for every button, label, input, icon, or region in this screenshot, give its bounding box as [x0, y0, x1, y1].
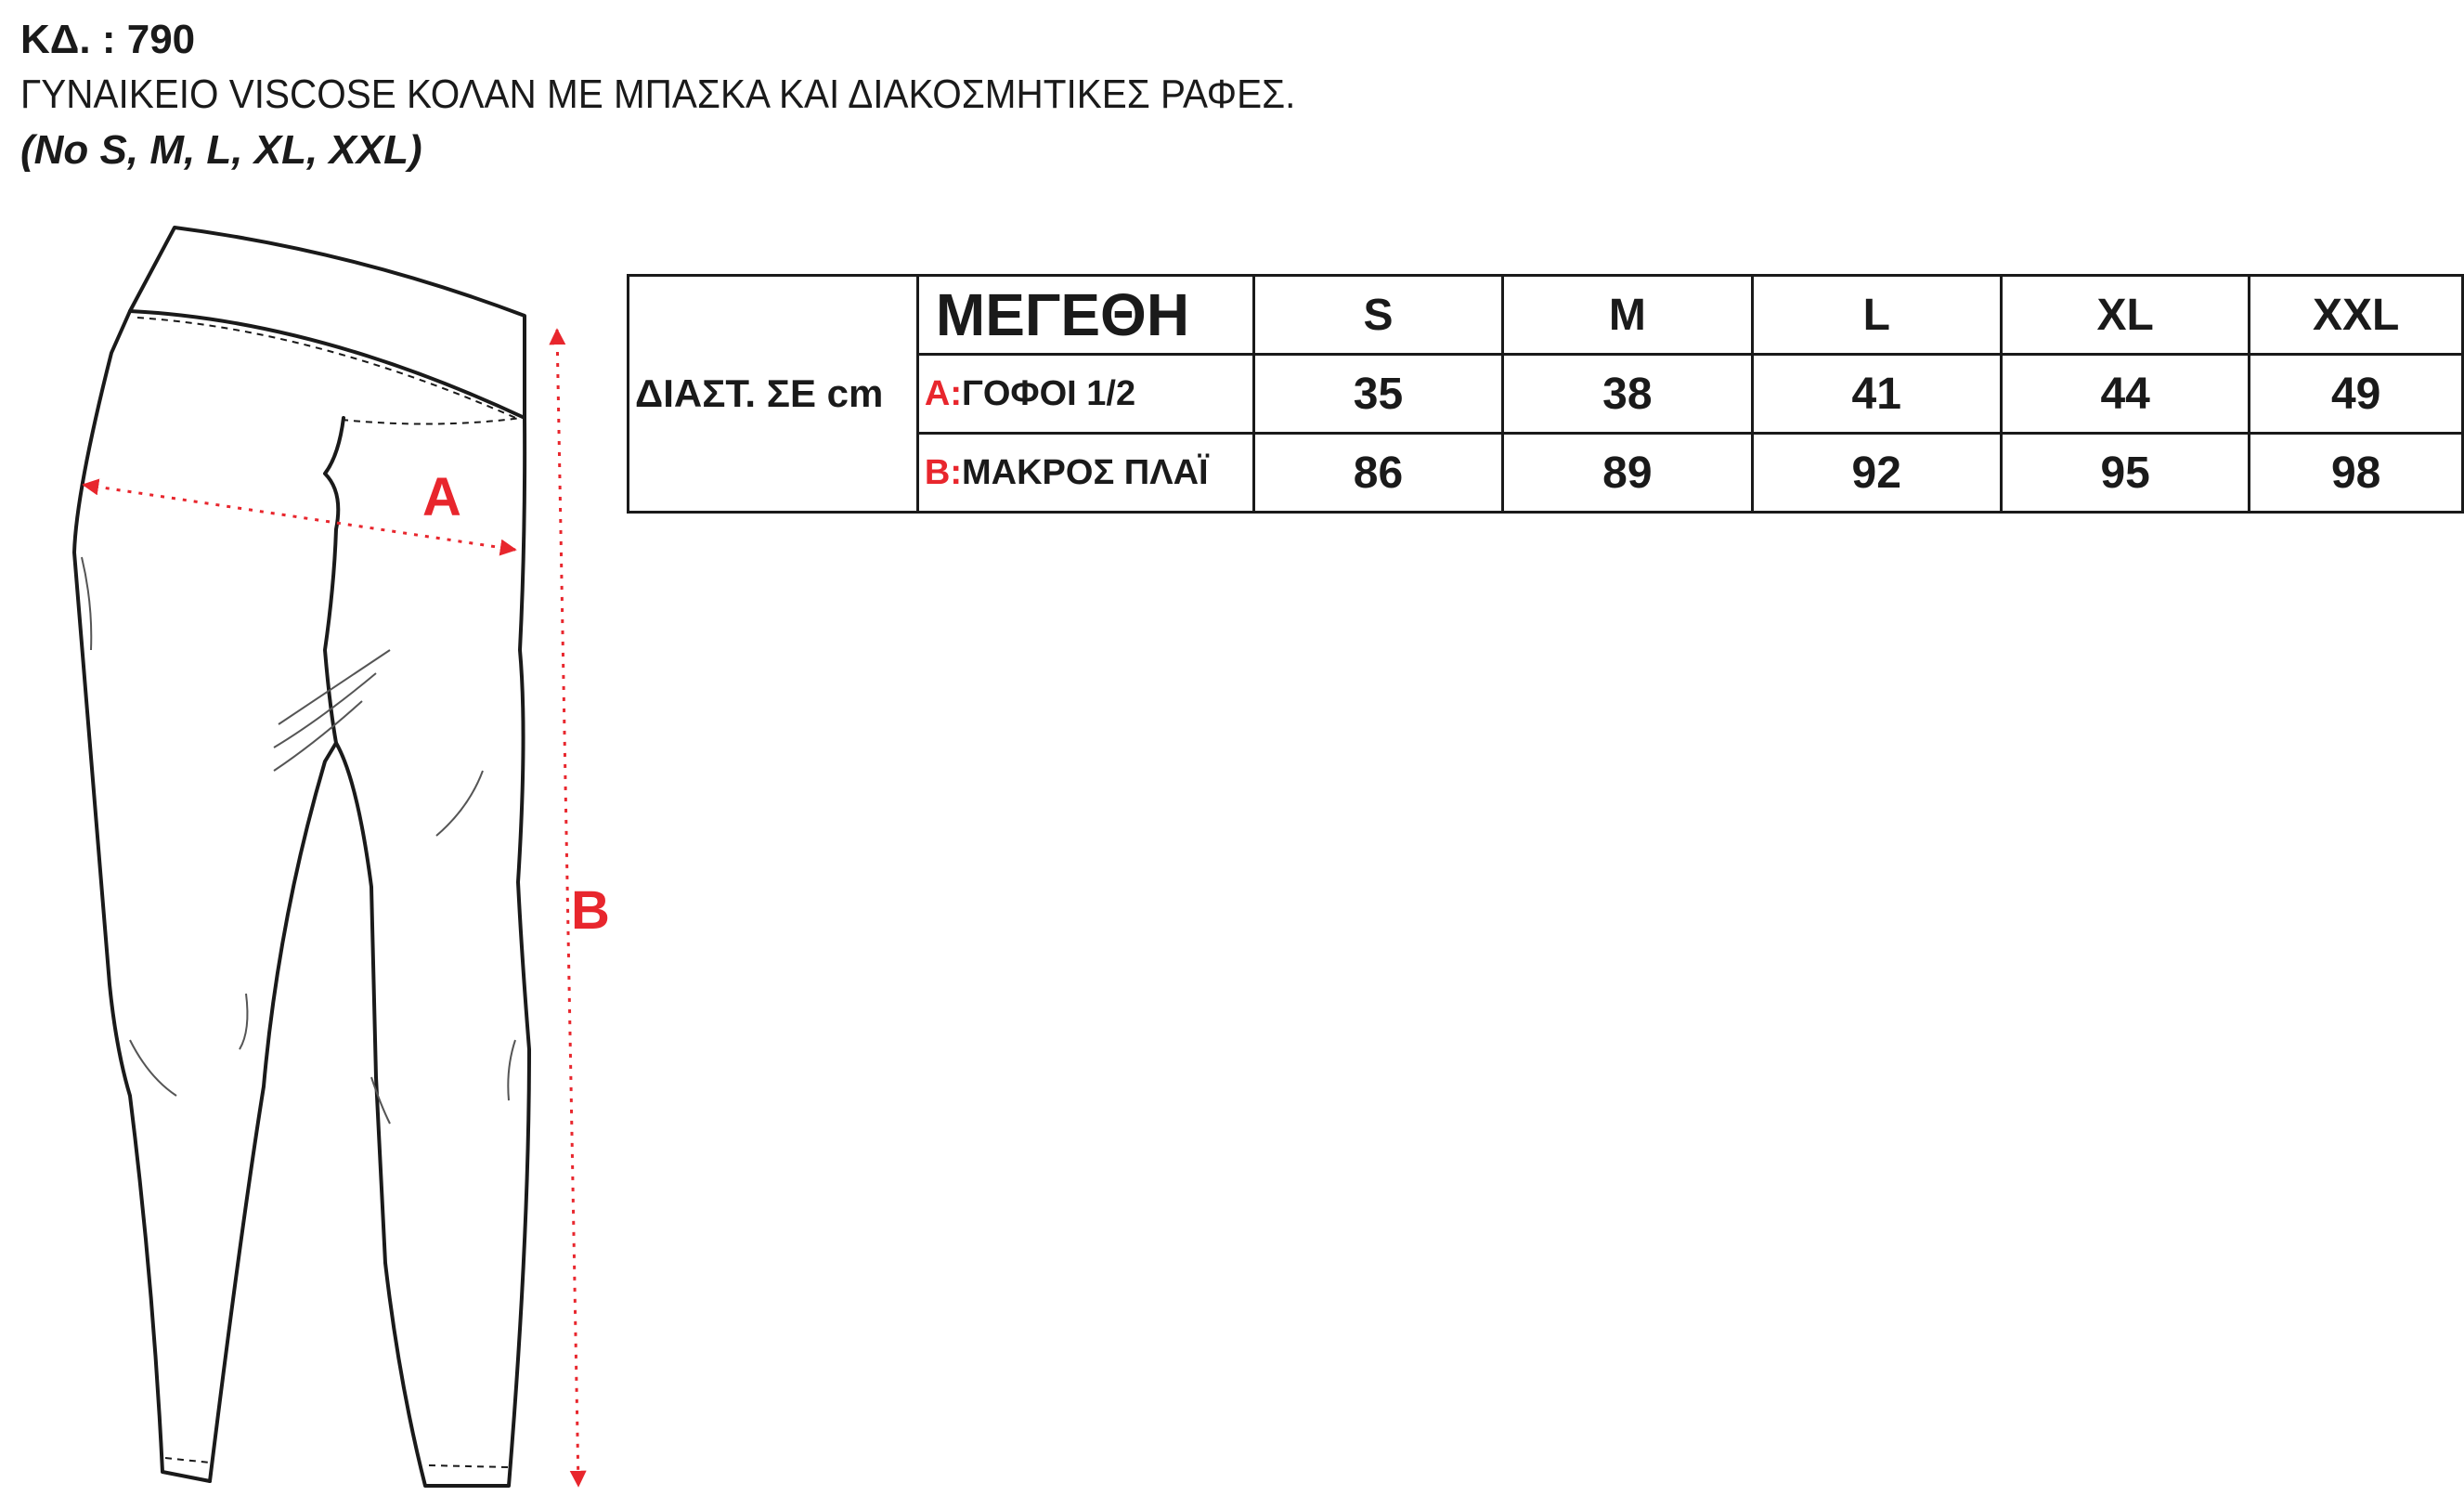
- drape-line-2: [274, 673, 376, 748]
- hip-seam-left: [82, 557, 91, 650]
- knee-seam-center: [240, 994, 247, 1049]
- value-cell: 38: [1503, 355, 1752, 434]
- waistband-stitch-bottom: [342, 418, 522, 424]
- row-label-hips: [917, 355, 1253, 434]
- size-chart-table: [627, 274, 2464, 514]
- leggings-drawing: [0, 214, 650, 1496]
- center-seam: [325, 418, 344, 743]
- size-header-xxl: XXL: [2250, 276, 2463, 355]
- value-cell: 44: [2001, 355, 2249, 434]
- stitch-lines: [137, 318, 522, 1467]
- sizes-heading: ΜΕΓΕΘΗ: [917, 276, 1253, 355]
- decorative-seams: [82, 557, 515, 1124]
- drape-line-4: [436, 771, 483, 836]
- knee-seam-left: [130, 1040, 176, 1096]
- value-cell: 95: [2001, 434, 2249, 513]
- product-code: ΚΔ. : 790: [20, 17, 196, 62]
- available-sizes-note: (No S, M, L, XL, XXL): [20, 127, 422, 173]
- value-cell: 86: [1253, 434, 1502, 513]
- size-header-s: S: [1253, 276, 1502, 355]
- value-cell: 41: [1752, 355, 2001, 434]
- knee-seam-far-right: [508, 1040, 515, 1100]
- inseam-outline: [210, 418, 529, 1486]
- row-letter-a: A:: [924, 373, 962, 413]
- right-hem-stitch: [429, 1465, 509, 1467]
- row-letter-b: B:: [924, 452, 962, 492]
- size-header-m: M: [1503, 276, 1752, 355]
- value-cell: 35: [1253, 355, 1502, 434]
- measure-b-label: B: [571, 880, 610, 941]
- size-header-l: L: [1752, 276, 2001, 355]
- leggings-sketch: [0, 214, 650, 1496]
- measure-a-label: A: [422, 467, 461, 527]
- size-header-xl: XL: [2001, 276, 2249, 355]
- dimensions-unit-label: ΔΙΑΣΤ. ΣΕ cm: [629, 276, 918, 513]
- value-cell: 98: [2250, 434, 2463, 513]
- product-description: ΓΥΝΑΙΚΕΙΟ VISCOSE ΚΟΛΑΝ ΜΕ ΜΠΑΣΚΑ ΚΑΙ ΔΙΑΚΟΣΜΗΤΙΚΕΣ ΡΑΦΕΣ.: [20, 72, 1296, 117]
- row-label-text: ΜΑΚΡΟΣ ΠΛΑΪ: [962, 452, 1209, 492]
- header: [20, 15, 1407, 178]
- value-cell: 49: [2250, 355, 2463, 434]
- left-hem-stitch: [165, 1458, 210, 1463]
- value-cell: 92: [1752, 434, 2001, 513]
- size-header-row: [629, 276, 2463, 355]
- drape-line-3: [274, 701, 362, 771]
- garment-outline: [74, 228, 529, 1486]
- waistband-stitch-top: [137, 318, 520, 420]
- row-label-side-length: [917, 434, 1253, 513]
- drape-line-1: [279, 650, 390, 724]
- knee-seam-right: [371, 1077, 390, 1124]
- value-cell: 89: [1503, 434, 1752, 513]
- row-label-text: ΓΟΦΟΙ 1/2: [962, 373, 1136, 413]
